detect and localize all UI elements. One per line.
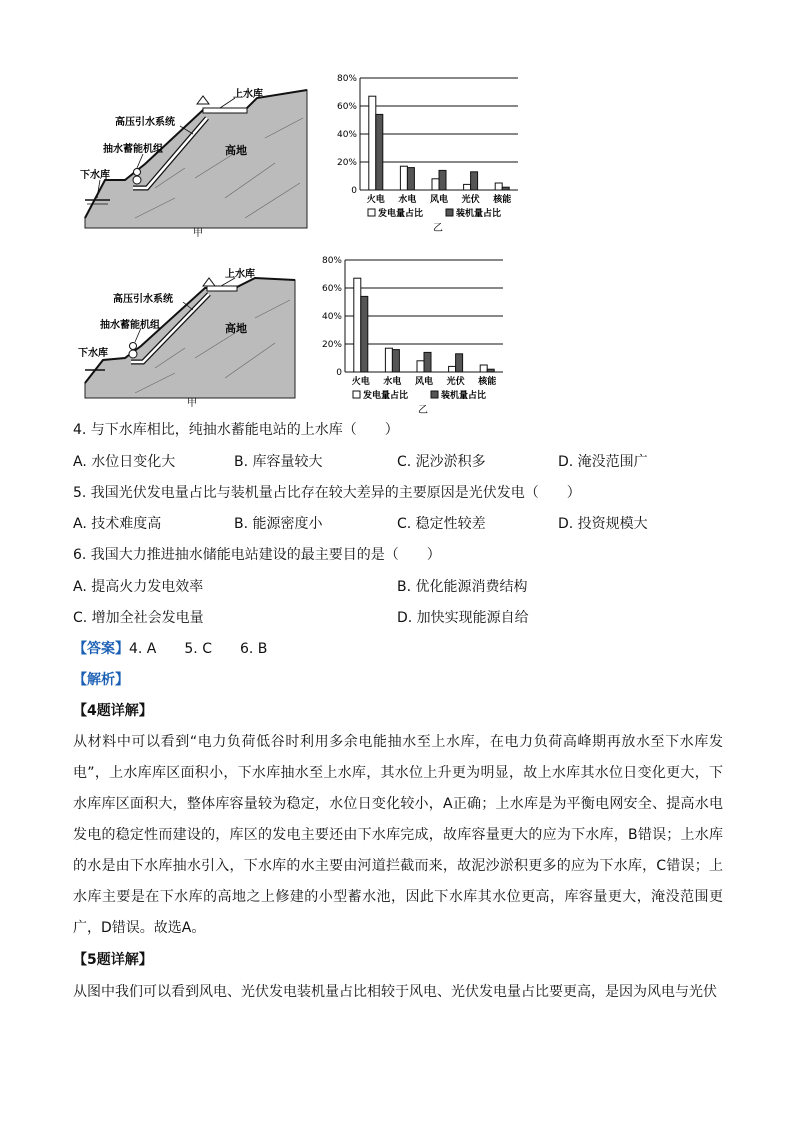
label-highland: 高地: [225, 144, 247, 157]
bar-capacity: [439, 170, 446, 190]
label-pump-unit: 抽水蓄能机组: [100, 320, 160, 331]
detail-5-text: 从图中我们可以看到风电、光伏发电装机量占比相较于风电、光伏发电量占比要更高，是因为风电与光伏: [73, 984, 717, 1000]
q6-option-b: B. 优化能源消费结构: [397, 579, 528, 595]
bar-capacity: [392, 350, 399, 372]
y-tick-label: 40%: [321, 312, 342, 322]
chart-yi-top: [330, 68, 530, 238]
q6-option-a: A. 提高火力发电效率: [73, 579, 204, 595]
answer-label: 【答案】: [73, 641, 129, 657]
label-lower-reservoir: 下水库: [80, 170, 110, 181]
legend-entry: 发电量占比: [363, 391, 409, 401]
bar-generation: [495, 183, 502, 190]
q5-option-b: B. 能源密度小: [234, 516, 323, 532]
y-tick-label: 0: [336, 368, 342, 378]
bar-capacity: [471, 172, 478, 190]
answer-text: 4. A 5. C 6. B: [129, 641, 268, 657]
bar-generation: [449, 366, 456, 372]
caption-yi: 乙: [433, 223, 443, 234]
bar-generation: [369, 96, 376, 190]
bar-capacity: [376, 114, 383, 190]
legend-entry: 发电量占比: [378, 209, 424, 219]
y-tick-label: 20%: [321, 340, 342, 350]
y-tick-label: 60%: [336, 102, 357, 112]
detail-5-label: 【5题详解】: [73, 952, 153, 968]
q4-option-c: C. 泥沙淤积多: [397, 454, 486, 470]
x-tick-label: 风电: [429, 195, 449, 205]
y-tick-label: 60%: [321, 284, 342, 294]
bar-generation: [432, 179, 439, 190]
detail-4-label: 【4题详解】: [73, 703, 153, 719]
diagram-jia-top: [75, 68, 325, 238]
bar-capacity: [502, 187, 509, 190]
x-tick-label: 光伏: [461, 195, 480, 205]
x-tick-label: 水电: [398, 195, 417, 205]
detail-4-text: 从材料中可以看到“电力负荷低谷时利用多余电能抽水至上水库，在电力负荷高峰期再放水至下水库发电”，上水库库区面积小，下水库抽水至上水库，其水位上升更为明显，故上水库其水位日变化更大，下水库库区面积大，整体库容量较为稳定，水位日变化较小，A正确；上水库是为平衡电网安全、提高水电发电的稳定性而建设的，库区的发电主要还由下水库完成，故库容量更大的应为下水库，B错误；上水库的水是由下水库抽水引入，下水库的水主要由河道拦截而来，故泥沙淤积更多的应为下水库，C错误；上水库主要是在下水库的高地之上修建的小型蓄水池，因此下水库其水位更高，库容量更大，淹没范围更广，D错误。故选A。: [73, 734, 723, 936]
bar-capacity: [407, 168, 414, 190]
q4-option-b: B. 库容量较大: [234, 454, 323, 470]
diagram-jia-bottom: [75, 258, 325, 408]
y-tick-label: 0: [351, 186, 357, 196]
x-tick-label: 风电: [414, 377, 434, 387]
label-pump-unit: 抽水蓄能机组: [103, 144, 163, 155]
q5-option-a: A. 技术难度高: [73, 516, 162, 532]
legend-swatch: [446, 209, 453, 216]
q5-option-c: C. 稳定性较差: [397, 516, 486, 532]
label-lower-reservoir: 下水库: [78, 348, 108, 359]
x-tick-label: 光伏: [446, 377, 465, 387]
bar-generation: [480, 365, 487, 372]
legend-swatch: [431, 391, 438, 398]
bar-capacity: [487, 369, 494, 372]
y-tick-label: 80%: [336, 74, 357, 84]
label-pipe-system: 高压引水系统: [113, 294, 173, 305]
q6-option-c: C. 增加全社会发电量: [73, 610, 204, 626]
x-tick-label: 水电: [383, 377, 402, 387]
bar-generation: [400, 166, 407, 190]
legend-swatch: [353, 391, 360, 398]
answer-line: [73, 639, 267, 659]
analysis-label: 【解析】: [73, 672, 129, 688]
caption-jia: 甲: [193, 228, 203, 238]
bar-generation: [417, 361, 424, 372]
caption-yi: 乙: [418, 405, 428, 415]
chart-yi-bottom: [315, 250, 515, 415]
question-6-stem: 6. 我国大力推进抽水储能电站建设的最主要目的是（ ）: [73, 547, 441, 563]
q5-option-d: D. 投资规模大: [558, 516, 648, 532]
y-tick-label: 80%: [321, 256, 342, 266]
caption-jia: 甲: [187, 398, 197, 408]
legend-entry: 装机量占比: [441, 391, 487, 401]
bar-capacity: [456, 354, 463, 372]
bar-generation: [354, 278, 361, 372]
bar-generation: [385, 348, 392, 372]
label-upper-reservoir: 上水库: [233, 89, 263, 100]
question-4-stem: 4. 与下水库相比，纯抽水蓄能电站的上水库（ ）: [73, 422, 399, 438]
q4-option-a: A. 水位日变化大: [73, 454, 176, 470]
bar-generation: [464, 184, 471, 190]
x-tick-label: 火电: [366, 195, 385, 205]
x-tick-label: 核能: [478, 377, 497, 387]
label-pipe-system: 高压引水系统: [115, 117, 175, 128]
x-tick-label: 火电: [351, 377, 370, 387]
question-5-stem: 5. 我国光伏发电量占比与装机量占比存在较大差异的主要原因是光伏发电（ ）: [73, 485, 581, 501]
q6-option-d: D. 加快实现能源自给: [397, 610, 529, 626]
bar-capacity: [424, 352, 431, 372]
bar-capacity: [361, 296, 368, 372]
q4-option-d: D. 淹没范围广: [558, 454, 648, 470]
x-tick-label: 核能: [493, 195, 512, 205]
legend-entry: 装机量占比: [456, 209, 502, 219]
y-tick-label: 20%: [336, 158, 357, 168]
label-highland: 高地: [225, 322, 247, 335]
label-upper-reservoir: 上水库: [225, 269, 255, 280]
legend-swatch: [368, 209, 375, 216]
y-tick-label: 40%: [336, 130, 357, 140]
